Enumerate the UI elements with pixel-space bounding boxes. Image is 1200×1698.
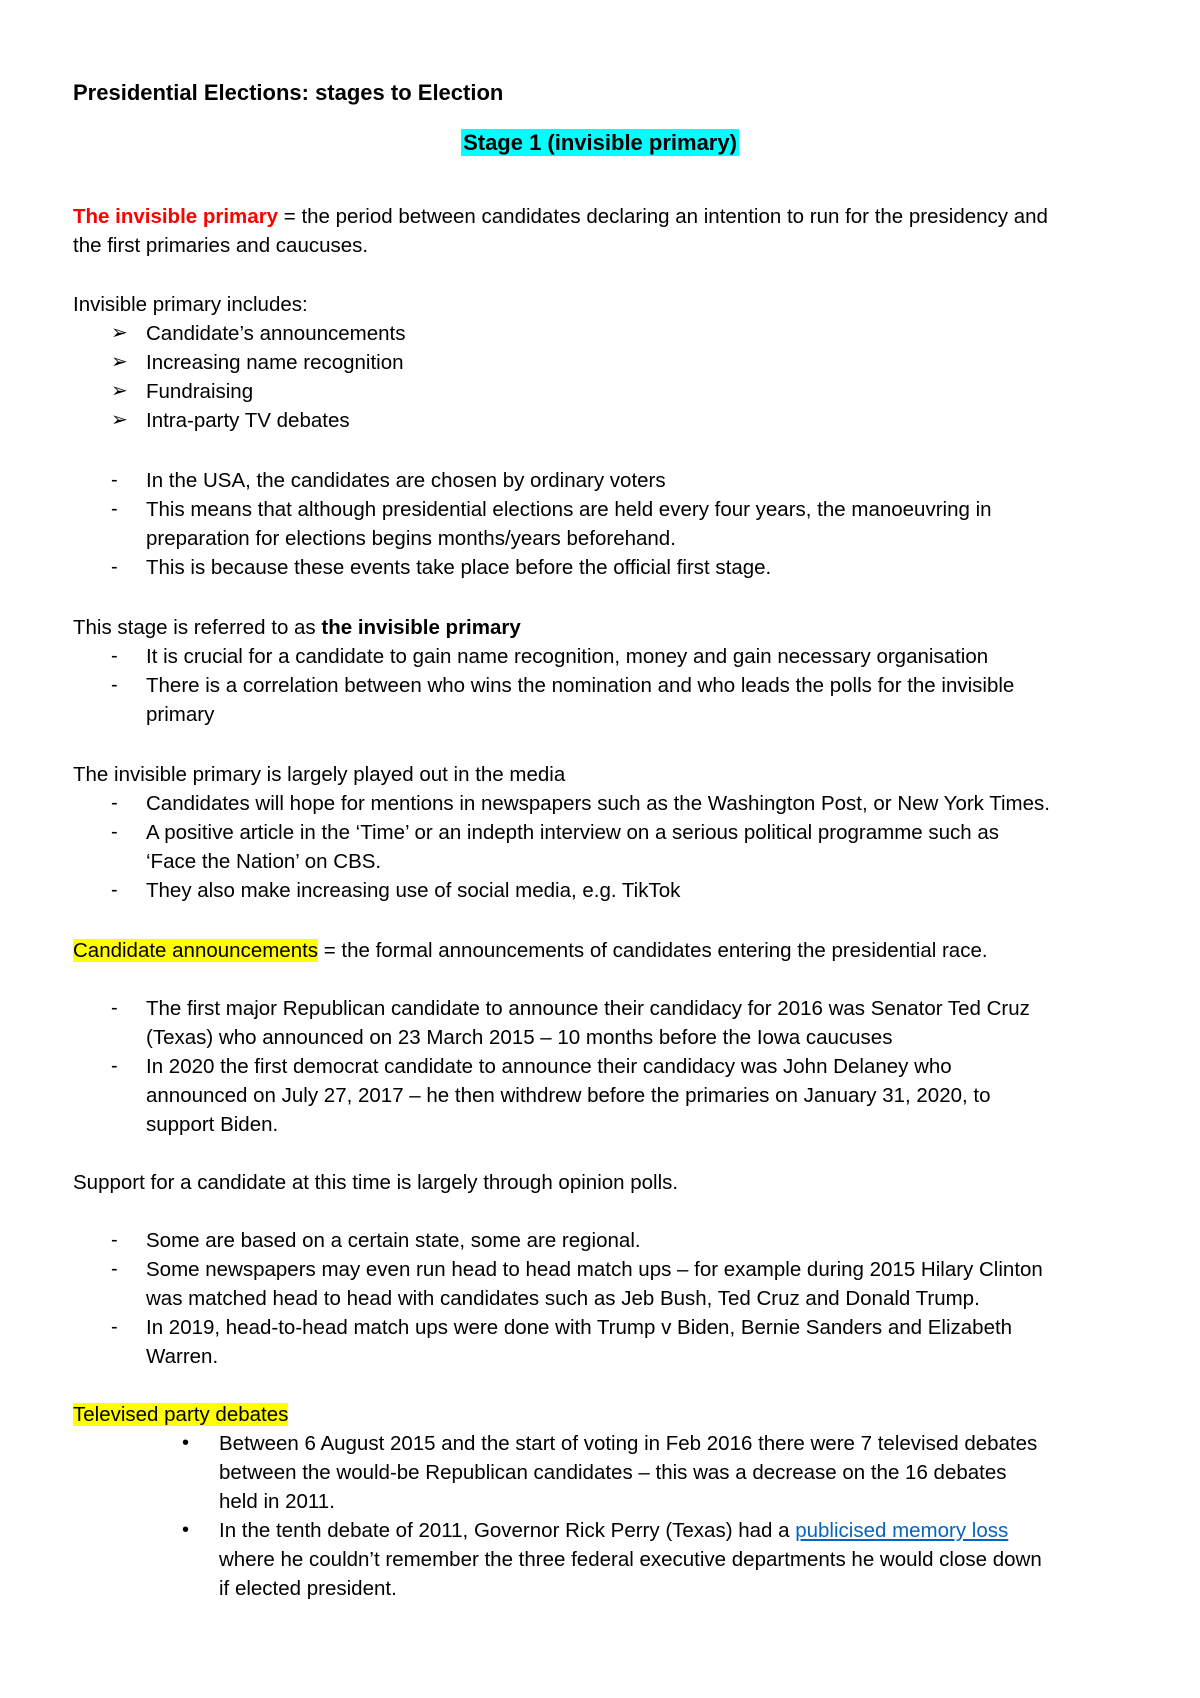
dash-bullet-icon: -: [111, 1316, 118, 1338]
stage-heading-text: Stage 1 (invisible primary): [463, 130, 737, 155]
definition-term: The invisible primary: [73, 205, 279, 228]
list-item: Some are based on a certain state, some are regional.: [146, 1229, 641, 1252]
list-item: Increasing name recognition: [146, 351, 404, 374]
section4-lead: [73, 936, 988, 965]
list-item: In 2019, head-to-head match ups were done with Trump v Biden, Bernie Sanders and Elizabeth: [146, 1316, 1013, 1339]
list-item-continued: between the would-be Republican candidates – this was a decrease on the 16 debates: [219, 1461, 1007, 1484]
list-item: In the USA, the candidates are chosen by ordinary voters: [146, 469, 666, 492]
section6-term: Televised party debates: [73, 1403, 289, 1426]
section2-lead-text: This stage is referred to as: [73, 616, 322, 639]
section6-lead: [73, 1400, 288, 1429]
dash-bullet-icon: -: [111, 556, 118, 578]
definition-line-2: the first primaries and caucuses.: [73, 234, 369, 257]
list-item: Candidate’s announcements: [146, 322, 406, 345]
dash-bullet-icon: -: [111, 469, 118, 491]
dot-bullet-icon: •: [182, 1432, 190, 1454]
list-item-text: In the tenth debate of 2011, Governor Rick Perry (Texas) had a: [219, 1519, 796, 1542]
dash-bullet-icon: -: [111, 645, 118, 667]
dash-bullet-icon: -: [111, 1229, 118, 1251]
section4-term: Candidate announcements: [73, 939, 319, 962]
section2-lead-bold: the invisible primary: [321, 616, 521, 639]
dash-bullet-icon: -: [111, 1258, 118, 1280]
list-item: There is a correlation between who wins the nomination and who leads the polls for the invisible: [146, 674, 1015, 697]
list-item-continued: held in 2011.: [219, 1490, 335, 1513]
list-item: The first major Republican candidate to announce their candidacy for 2016 was Senator Ted Cruz: [146, 997, 1030, 1020]
list-item: This means that although presidential elections are held every four years, the manoeuvring in: [146, 498, 992, 521]
dash-bullet-icon: -: [111, 498, 118, 520]
section3-lead: The invisible primary is largely played out in the media: [73, 763, 566, 786]
list-item-continued: where he couldn’t remember the three federal executive departments he would close down: [219, 1548, 1042, 1571]
includes-heading: Invisible primary includes:: [73, 293, 308, 316]
arrow-bullet-icon: ➢: [111, 409, 128, 431]
list-item: They also make increasing use of social media, e.g. TikTok: [146, 879, 681, 902]
list-item: In 2020 the first democrat candidate to announce their candidacy was John Delaney who: [146, 1055, 952, 1078]
list-item-continued: Warren.: [146, 1345, 219, 1368]
list-item-continued: primary: [146, 703, 215, 726]
arrow-bullet-icon: ➢: [111, 351, 128, 373]
list-item: Fundraising: [146, 380, 254, 403]
arrow-bullet-icon: ➢: [111, 322, 128, 344]
list-item: Candidates will hope for mentions in newspapers such as the Washington Post, or New York Times.: [146, 792, 1050, 815]
dash-bullet-icon: -: [111, 821, 118, 843]
list-item: This is because these events take place before the official first stage.: [146, 556, 772, 579]
page-title: Presidential Elections: stages to Election: [73, 80, 504, 105]
list-item: It is crucial for a candidate to gain name recognition, money and gain necessary organisation: [146, 645, 989, 668]
dot-bullet-icon: •: [182, 1519, 190, 1541]
list-item-continued: if elected president.: [219, 1577, 397, 1600]
list-item-continued: preparation for elections begins months/years beforehand.: [146, 527, 676, 550]
list-item: Some newspapers may even run head to head match ups – for example during 2015 Hilary Clinton: [146, 1258, 1043, 1281]
list-item: Intra-party TV debates: [146, 409, 350, 432]
definition-text-1: = the period between candidates declaring an intention to run for the presidency and: [278, 205, 1048, 228]
stage-heading: [0, 130, 1200, 156]
section4-text: = the formal announcements of candidates entering the presidential race.: [318, 939, 988, 962]
list-item-continued: announced on July 27, 2017 – he then withdrew before the primaries on January 31, 2020, to: [146, 1084, 991, 1107]
dash-bullet-icon: -: [111, 792, 118, 814]
list-item-continued: (Texas) who announced on 23 March 2015 – 10 months before the Iowa caucuses: [146, 1026, 893, 1049]
list-item: Between 6 August 2015 and the start of voting in Feb 2016 there were 7 televised debates: [219, 1432, 1038, 1455]
definition-line-1: [73, 202, 1048, 231]
dash-bullet-icon: -: [111, 674, 118, 696]
list-item: [219, 1516, 1008, 1545]
dash-bullet-icon: -: [111, 997, 118, 1019]
list-item: A positive article in the ‘Time’ or an indepth interview on a serious political programme such as: [146, 821, 1000, 844]
list-item-continued: was matched head to head with candidates such as Jeb Bush, Ted Cruz and Donald Trump.: [146, 1287, 980, 1310]
arrow-bullet-icon: ➢: [111, 380, 128, 402]
memory-loss-link[interactable]: publicised memory loss: [795, 1519, 1009, 1542]
list-item-continued: support Biden.: [146, 1113, 279, 1136]
section2-lead: [73, 613, 521, 642]
section5-lead: Support for a candidate at this time is largely through opinion polls.: [73, 1171, 679, 1194]
dash-bullet-icon: -: [111, 879, 118, 901]
dash-bullet-icon: -: [111, 1055, 118, 1077]
list-item-continued: ‘Face the Nation’ on CBS.: [146, 850, 382, 873]
